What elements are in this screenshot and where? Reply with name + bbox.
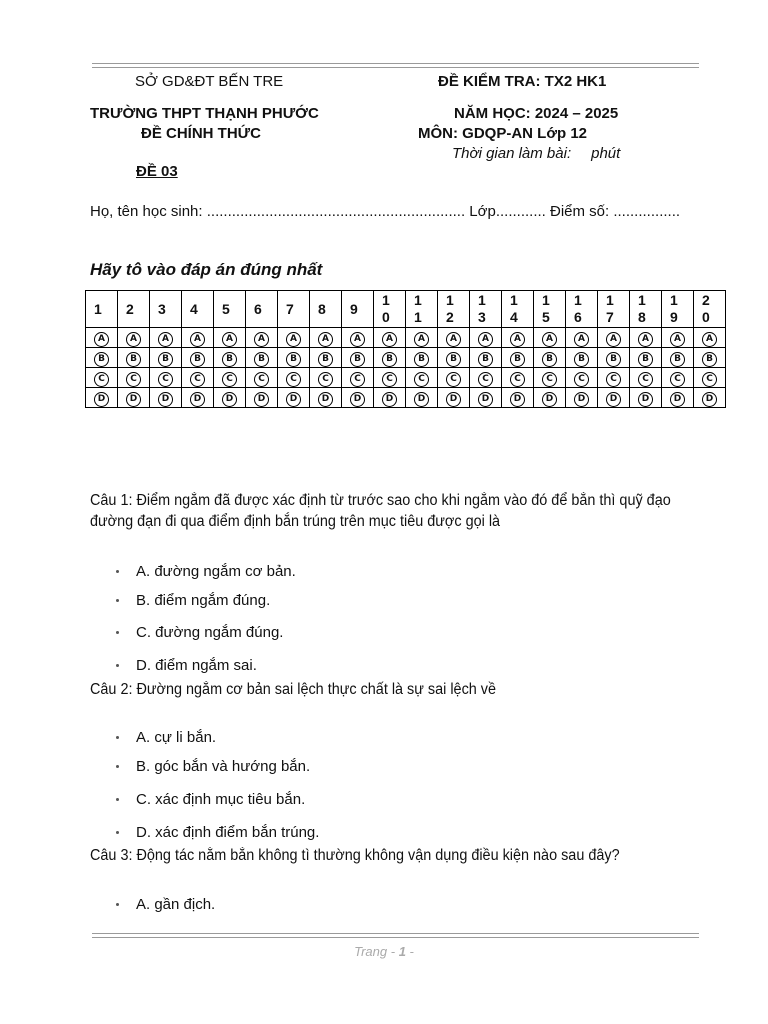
answer-cell[interactable]	[598, 328, 630, 348]
answer-bubble-a[interactable]: A	[190, 332, 205, 347]
bullet-icon	[116, 599, 119, 602]
answer-cell[interactable]	[86, 348, 118, 368]
school-year: NĂM HỌC: 2024 – 2025	[454, 105, 619, 122]
bottom-rule	[92, 933, 699, 938]
answer-cell[interactable]	[278, 348, 310, 368]
answer-cell[interactable]	[470, 328, 502, 348]
answer-bubble-d[interactable]: D	[286, 392, 301, 407]
answer-bubble-d[interactable]: D	[542, 392, 557, 407]
question-number: 1 5	[534, 291, 566, 328]
bullet-icon	[116, 831, 119, 834]
answer-bubble-d[interactable]: D	[382, 392, 397, 407]
question-1-option[interactable]	[116, 624, 283, 642]
answer-cell[interactable]	[502, 328, 534, 348]
answer-cell[interactable]	[534, 388, 566, 408]
answer-bubble-b[interactable]: B	[286, 352, 301, 367]
answer-bubble-a[interactable]: A	[254, 332, 269, 347]
answer-bubble-d[interactable]: D	[190, 392, 205, 407]
answer-cell[interactable]	[566, 368, 598, 388]
answer-cell[interactable]	[214, 388, 246, 408]
subject: MÔN: GDQP-AN Lớp 12	[418, 125, 587, 142]
answer-cell[interactable]	[598, 348, 630, 368]
answer-cell[interactable]	[406, 368, 438, 388]
answer-bubble-b[interactable]: B	[510, 352, 525, 367]
answer-cell[interactable]	[342, 328, 374, 348]
question-number: 8	[310, 291, 342, 328]
answer-bubble-d[interactable]: D	[574, 392, 589, 407]
answer-cell[interactable]	[310, 388, 342, 408]
bullet-icon	[116, 736, 119, 739]
question-2-option[interactable]	[116, 758, 310, 776]
answer-cell[interactable]	[310, 328, 342, 348]
duration-label: Thời gian làm bài:	[452, 145, 572, 162]
question-number: 1 2	[438, 291, 470, 328]
question-number: 1	[86, 291, 118, 328]
question-number: 6	[246, 291, 278, 328]
answer-cell[interactable]	[342, 348, 374, 368]
duration	[452, 145, 620, 163]
answer-cell[interactable]	[630, 328, 662, 348]
answer-cell[interactable]	[214, 348, 246, 368]
question-number: 1 1	[406, 291, 438, 328]
answer-bubble-c[interactable]: C	[542, 372, 557, 387]
answer-bubble-c[interactable]: C	[606, 372, 621, 387]
answer-cell[interactable]	[278, 388, 310, 408]
school-name: TRƯỜNG THPT THẠNH PHƯỚC	[90, 105, 319, 122]
question-2-option[interactable]	[116, 824, 319, 842]
bullet-icon	[116, 765, 119, 768]
answer-bubble-b[interactable]: B	[126, 352, 141, 367]
bullet-icon	[116, 570, 119, 573]
answer-bubble-d[interactable]: D	[606, 392, 621, 407]
option-label: B. góc bắn và hướng bắn.	[136, 758, 311, 775]
answer-bubble-c[interactable]: C	[670, 372, 685, 387]
question-1-option[interactable]	[116, 592, 270, 610]
answer-cell[interactable]	[470, 388, 502, 408]
question-number: 1 4	[502, 291, 534, 328]
question-number: 2 0	[694, 291, 726, 328]
answer-bubble-c[interactable]: C	[318, 372, 333, 387]
answer-bubble-c[interactable]: C	[126, 372, 141, 387]
answer-bubble-d[interactable]: D	[254, 392, 269, 407]
answer-cell[interactable]	[662, 388, 694, 408]
answer-cell[interactable]	[694, 388, 726, 408]
answer-row-c	[86, 368, 726, 388]
answer-cell[interactable]	[246, 348, 278, 368]
question-number: 1 8	[630, 291, 662, 328]
answer-bubble-c[interactable]: C	[414, 372, 429, 387]
question-1-text: Câu 1: Điểm ngắm đã được xác định từ trước sao cho khi ngắm vào đó để bắn thì quỹ đạo đường đạn đi qua điểm định bắn trúng trên mục tiêu được gọi là	[90, 492, 671, 530]
answer-bubble-d[interactable]: D	[670, 392, 685, 407]
answer-bubble-c[interactable]: C	[254, 372, 269, 387]
answer-bubble-c[interactable]: C	[94, 372, 109, 387]
answer-bubble-b[interactable]: B	[702, 352, 717, 367]
question-number: 1 6	[566, 291, 598, 328]
answer-cell[interactable]	[342, 388, 374, 408]
student-info-line	[90, 203, 680, 221]
question-number: 2	[118, 291, 150, 328]
department: SỞ GD&ĐT BẾN TRE	[135, 73, 284, 90]
answer-bubble-c[interactable]: C	[190, 372, 205, 387]
answer-bubble-a[interactable]: A	[446, 332, 461, 347]
answer-bubble-d[interactable]: D	[350, 392, 365, 407]
answer-bubble-d[interactable]: D	[222, 392, 237, 407]
answer-cell[interactable]	[630, 388, 662, 408]
question-number: 9	[342, 291, 374, 328]
answer-cell[interactable]	[534, 368, 566, 388]
answer-bubble-a[interactable]: A	[510, 332, 525, 347]
answer-cell[interactable]	[502, 368, 534, 388]
answer-cell[interactable]	[566, 348, 598, 368]
answer-bubble-a[interactable]: A	[702, 332, 717, 347]
option-label: B. điểm ngắm đúng.	[136, 592, 271, 609]
page-footer	[0, 944, 768, 959]
class-field[interactable]: Lớp............	[469, 203, 546, 220]
answer-bubble-c[interactable]: C	[286, 372, 301, 387]
answer-cell[interactable]	[182, 388, 214, 408]
answer-grid-header	[86, 291, 726, 328]
answer-row-a	[86, 328, 726, 348]
bullet-icon	[116, 664, 119, 667]
answer-bubble-b[interactable]: B	[222, 352, 237, 367]
answer-cell[interactable]	[118, 388, 150, 408]
answer-row-b	[86, 348, 726, 368]
question-number: 7	[278, 291, 310, 328]
answer-bubble-b[interactable]: B	[606, 352, 621, 367]
question-number: 5	[214, 291, 246, 328]
answer-cell[interactable]	[662, 368, 694, 388]
answer-bubble-c[interactable]: C	[478, 372, 493, 387]
answer-cell[interactable]	[502, 348, 534, 368]
question-number: 3	[150, 291, 182, 328]
answer-bubble-d[interactable]: D	[126, 392, 141, 407]
answer-bubble-d[interactable]: D	[478, 392, 493, 407]
answer-bubble-a[interactable]: A	[414, 332, 429, 347]
answer-bubble-b[interactable]: B	[254, 352, 269, 367]
answer-bubble-b[interactable]: B	[350, 352, 365, 367]
question-2-text: Câu 2: Đường ngắm cơ bản sai lệch thực chất là sự sai lệch về	[90, 681, 497, 698]
answer-cell[interactable]	[694, 348, 726, 368]
answer-cell[interactable]	[278, 368, 310, 388]
exam-title: ĐỀ KIỂM TRA: TX2 HK1	[438, 73, 607, 90]
question-3-option[interactable]	[116, 896, 215, 914]
question-1-option[interactable]	[116, 563, 296, 581]
answer-cell[interactable]	[374, 348, 406, 368]
answer-bubble-a[interactable]: A	[606, 332, 621, 347]
answer-bubble-a[interactable]: A	[94, 332, 109, 347]
question-number: 1 9	[662, 291, 694, 328]
answer-bubble-d[interactable]: D	[318, 392, 333, 407]
answer-cell[interactable]	[406, 348, 438, 368]
answer-cell[interactable]	[566, 388, 598, 408]
answer-bubble-c[interactable]: C	[158, 372, 173, 387]
answer-cell[interactable]	[214, 368, 246, 388]
answer-bubble-a[interactable]: A	[222, 332, 237, 347]
answer-cell[interactable]	[342, 368, 374, 388]
answer-cell[interactable]	[406, 328, 438, 348]
answer-cell[interactable]	[150, 368, 182, 388]
answer-cell[interactable]	[630, 348, 662, 368]
answer-cell[interactable]	[118, 368, 150, 388]
answer-bubble-a[interactable]: A	[638, 332, 653, 347]
answer-cell[interactable]	[150, 388, 182, 408]
answer-cell[interactable]	[438, 328, 470, 348]
answer-cell[interactable]	[598, 368, 630, 388]
question-number: 1 7	[598, 291, 630, 328]
answer-bubble-c[interactable]: C	[638, 372, 653, 387]
answer-cell[interactable]	[86, 388, 118, 408]
question-number: 1 0	[374, 291, 406, 328]
answer-bubble-a[interactable]: A	[350, 332, 365, 347]
answer-bubble-d[interactable]: D	[510, 392, 525, 407]
answer-cell[interactable]	[374, 388, 406, 408]
answer-bubble-d[interactable]: D	[638, 392, 653, 407]
student-name-field[interactable]: Họ, tên học sinh: ..............................................................	[90, 203, 466, 220]
answer-bubble-b[interactable]: B	[382, 352, 397, 367]
answer-cell[interactable]	[374, 328, 406, 348]
answer-cell[interactable]	[150, 328, 182, 348]
answer-grid	[85, 290, 726, 408]
answer-bubble-b[interactable]: B	[542, 352, 557, 367]
answer-bubble-b[interactable]: B	[158, 352, 173, 367]
answer-bubble-a[interactable]: A	[382, 332, 397, 347]
answer-cell[interactable]	[470, 368, 502, 388]
answer-bubble-c[interactable]: C	[350, 372, 365, 387]
question-number: 1 3	[470, 291, 502, 328]
answer-bubble-b[interactable]: B	[670, 352, 685, 367]
answer-cell[interactable]	[246, 388, 278, 408]
answer-bubble-a[interactable]: A	[542, 332, 557, 347]
answer-cell[interactable]	[470, 348, 502, 368]
answer-cell[interactable]	[598, 388, 630, 408]
score-field[interactable]: Điểm số: ................	[550, 203, 681, 220]
question-2-option[interactable]	[116, 791, 305, 809]
option-label: A. gần địch.	[136, 896, 216, 913]
answer-bubble-b[interactable]: B	[190, 352, 205, 367]
option-label: C. xác định mục tiêu bắn.	[136, 791, 306, 808]
answer-bubble-b[interactable]: B	[94, 352, 109, 367]
option-label: C. đường ngắm đúng.	[136, 624, 284, 641]
answer-bubble-a[interactable]: A	[126, 332, 141, 347]
answer-row-d	[86, 388, 726, 408]
answer-cell[interactable]	[694, 328, 726, 348]
answer-cell[interactable]	[438, 348, 470, 368]
answer-cell[interactable]	[182, 368, 214, 388]
answer-bubble-c[interactable]: C	[222, 372, 237, 387]
answer-bubble-a[interactable]: A	[158, 332, 173, 347]
answer-bubble-c[interactable]: C	[702, 372, 717, 387]
answer-cell[interactable]	[118, 348, 150, 368]
page-number: 1	[398, 944, 406, 959]
option-label: D. điểm ngắm sai.	[136, 657, 257, 674]
answer-bubble-d[interactable]: D	[414, 392, 429, 407]
answer-cell[interactable]	[502, 388, 534, 408]
answer-bubble-b[interactable]: B	[414, 352, 429, 367]
exam-code: ĐỀ 03	[136, 163, 178, 180]
answer-cell[interactable]	[662, 348, 694, 368]
answer-bubble-b[interactable]: B	[446, 352, 461, 367]
answer-cell[interactable]	[150, 348, 182, 368]
footer-suffix: -	[405, 944, 414, 959]
answer-cell[interactable]	[374, 368, 406, 388]
answer-cell[interactable]	[534, 328, 566, 348]
answer-cell[interactable]	[182, 348, 214, 368]
answer-cell[interactable]	[630, 368, 662, 388]
official-label: ĐỀ CHÍNH THỨC	[141, 125, 261, 142]
answer-cell[interactable]	[310, 368, 342, 388]
answer-cell[interactable]	[182, 328, 214, 348]
bullet-icon	[116, 798, 119, 801]
bullet-icon	[116, 631, 119, 634]
answer-bubble-d[interactable]: D	[702, 392, 717, 407]
answer-bubble-d[interactable]: D	[94, 392, 109, 407]
top-rule	[92, 63, 699, 68]
answer-cell[interactable]	[406, 388, 438, 408]
answer-bubble-a[interactable]: A	[318, 332, 333, 347]
footer-prefix: Trang -	[354, 944, 399, 959]
answer-cell[interactable]	[214, 328, 246, 348]
answer-cell[interactable]	[566, 328, 598, 348]
instruction: Hãy tô vào đáp án đúng nhất	[90, 260, 323, 279]
question-2-option[interactable]	[116, 729, 216, 747]
answer-bubble-c[interactable]: C	[510, 372, 525, 387]
answer-cell[interactable]	[438, 388, 470, 408]
answer-bubble-a[interactable]: A	[286, 332, 301, 347]
answer-bubble-d[interactable]: D	[158, 392, 173, 407]
question-3-text: Câu 3: Động tác nằm bắn không tì thường không vận dụng điều kiện nào sau đây?	[90, 847, 620, 864]
answer-cell[interactable]	[86, 368, 118, 388]
answer-bubble-c[interactable]: C	[382, 372, 397, 387]
answer-cell[interactable]	[534, 348, 566, 368]
option-label: D. xác định điểm bắn trúng.	[136, 824, 320, 841]
answer-bubble-c[interactable]: C	[574, 372, 589, 387]
question-number: 4	[182, 291, 214, 328]
answer-bubble-b[interactable]: B	[638, 352, 653, 367]
answer-cell[interactable]	[246, 368, 278, 388]
answer-bubble-a[interactable]: A	[574, 332, 589, 347]
answer-bubble-c[interactable]: C	[446, 372, 461, 387]
answer-cell[interactable]	[86, 328, 118, 348]
answer-bubble-b[interactable]: B	[318, 352, 333, 367]
duration-unit: phút	[591, 145, 621, 162]
answer-cell[interactable]	[310, 348, 342, 368]
answer-cell[interactable]	[438, 368, 470, 388]
answer-cell[interactable]	[118, 328, 150, 348]
answer-cell[interactable]	[246, 328, 278, 348]
option-label: A. cự li bắn.	[136, 729, 217, 746]
answer-bubble-a[interactable]: A	[478, 332, 493, 347]
answer-bubble-a[interactable]: A	[670, 332, 685, 347]
answer-bubble-d[interactable]: D	[446, 392, 461, 407]
answer-bubble-b[interactable]: B	[478, 352, 493, 367]
bullet-icon	[116, 903, 119, 906]
answer-cell[interactable]	[662, 328, 694, 348]
option-label: A. đường ngắm cơ bản.	[136, 563, 296, 580]
answer-cell[interactable]	[278, 328, 310, 348]
answer-cell[interactable]	[694, 368, 726, 388]
question-1-option[interactable]	[116, 657, 257, 675]
answer-bubble-b[interactable]: B	[574, 352, 589, 367]
